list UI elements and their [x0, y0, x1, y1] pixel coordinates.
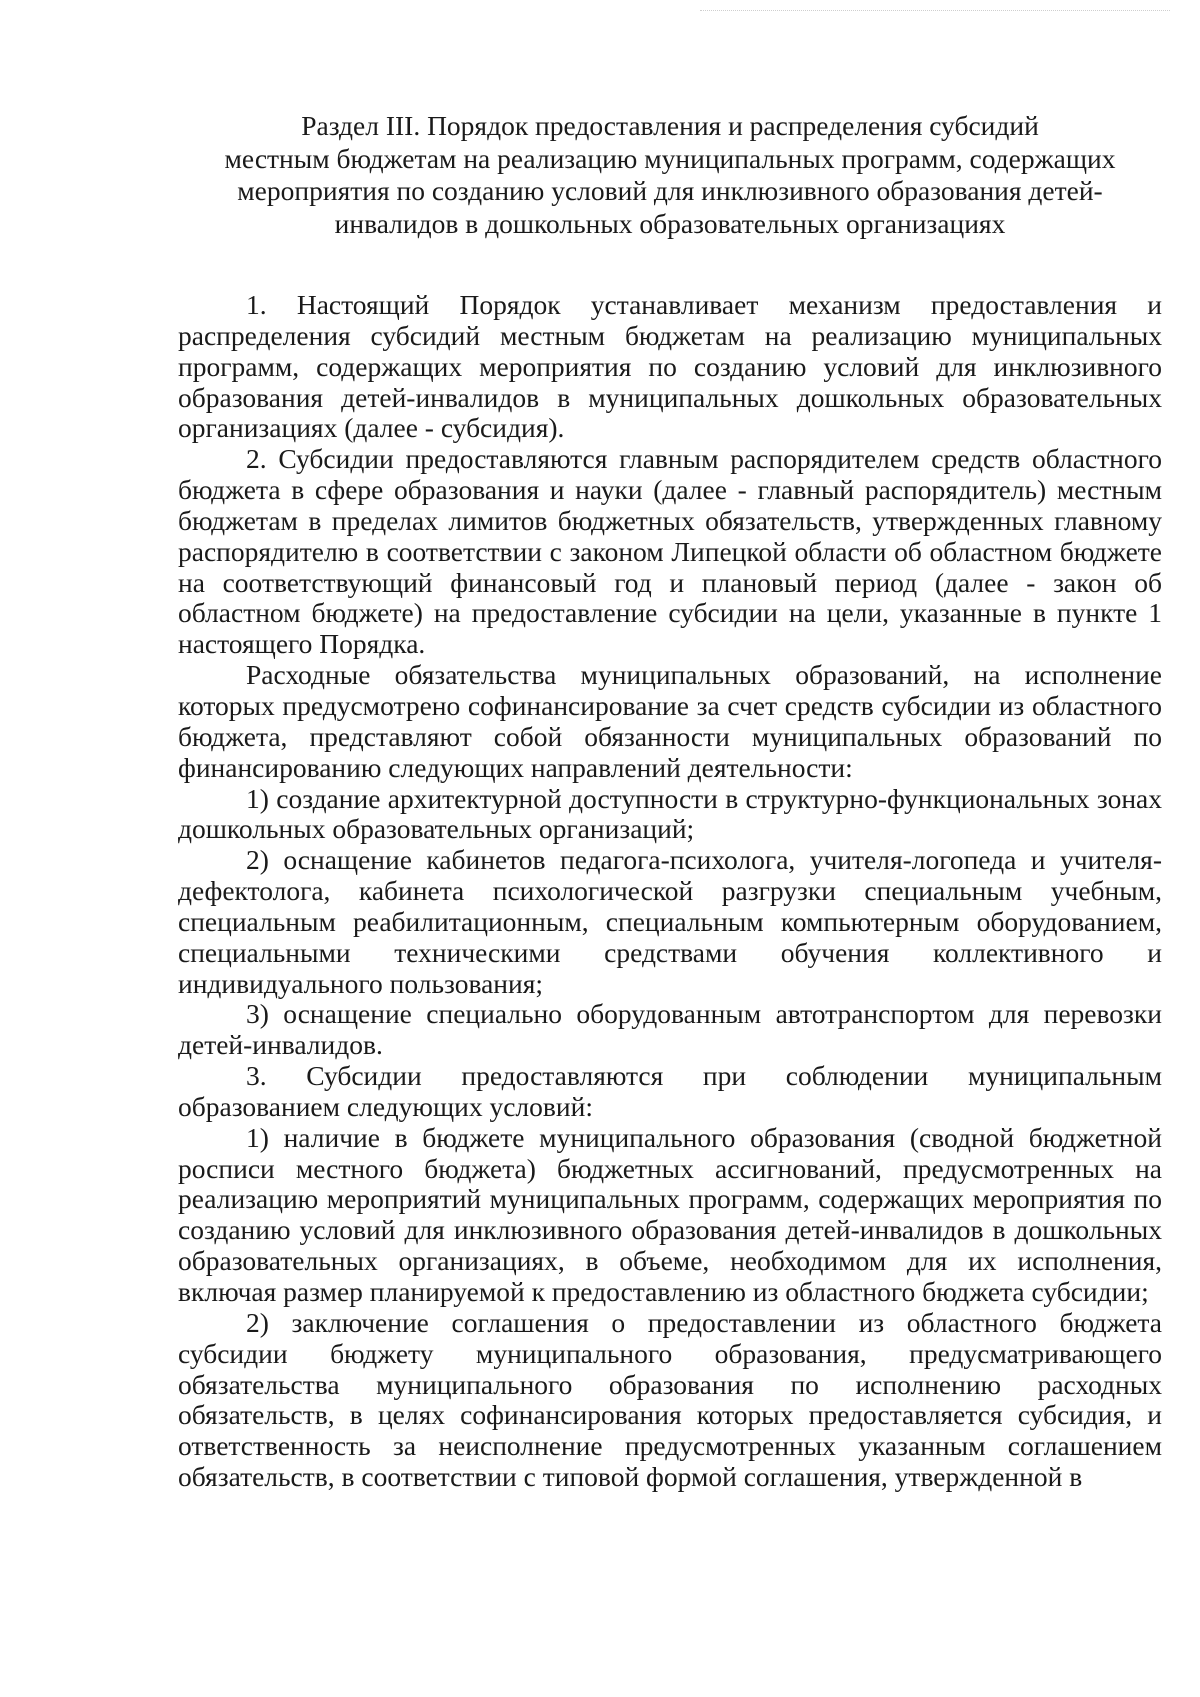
document-page — [178, 110, 1162, 1493]
paragraph-subitem-2: 2) оснащение кабинетов педагога-психолога, учителя-логопеда и учителя-дефектолога, кабинета психологической разгрузки специальным учебным, специальным реабилитационным, специальным компьютерным оборудованием, специальными техническими средствами обучения коллективного и индивидуального пользования; — [178, 844, 1162, 999]
scan-edge-artifact — [700, 10, 1170, 11]
section-title — [178, 110, 1162, 240]
paragraph-subitem-1: 1) создание архитектурной доступности в структурно-функциональных зонах дошкольных образовательных организаций; — [178, 782, 1162, 845]
paragraph-item-1: 1. Настоящий Порядок устанавливает механизм предоставления и распределения субсидий местным бюджетам на реализацию муниципальных программ, содержащих мероприятия по созданию условий для инклюзивного образования детей-инвалидов в муниципальных дошкольных образовательных организациях (далее - субсидия). — [178, 289, 1162, 444]
document-body — [178, 290, 1162, 1493]
paragraph-condition-2: 2) заключение соглашения о предоставлении из областного бюджета субсидии бюджету муниципального образования, предусматривающего обязательства муниципального образования по исполнению расходных обязательств, в целях софинансирования которых предоставляется субсидия, и ответственность за неисполнение предусмотренных указанным соглашением обязательств, в соответствии с типовой формой соглашения, утвержденной в — [178, 1306, 1162, 1493]
paragraph-item-3: 3. Субсидии предоставляются при соблюдении муниципальным образованием следующих условий: — [178, 1060, 1162, 1122]
section-title-line: мероприятия по созданию условий для инклюзивного образования детей- — [237, 175, 1103, 206]
section-title-line: инвалидов в дошкольных образовательных организациях — [334, 207, 1006, 239]
paragraph-subitem-3: 3) оснащение специально оборудованным автотранспортом для перевозки детей-инвалидов. — [178, 998, 1162, 1061]
paragraph-expense-obligations: Расходные обязательства муниципальных образований, на исполнение которых предусмотрено софинансирование за счет средств субсидии из областного бюджета, представляют собой обязанности муниципальных образований по финансированию следующих направлений деятельности: — [178, 659, 1162, 783]
section-title-line: Раздел III. Порядок предоставления и распределения субсидий — [301, 110, 1039, 141]
section-title-line: местным бюджетам на реализацию муниципальных программ, содержащих — [224, 142, 1116, 174]
paragraph-condition-1: 1) наличие в бюджете муниципального образования (сводной бюджетной росписи местного бюджета) бюджетных ассигнований, предусмотренных на реализацию мероприятий муниципальных программ, содержащих мероприятия по созданию условий для инклюзивного образования детей-инвалидов в дошкольных образовательных организациях, в объеме, необходимом для их исполнения, включая размер планируемой к предоставлению из областного бюджета субсидии; — [178, 1121, 1162, 1307]
paragraph-item-2: 2. Субсидии предоставляются главным распорядителем средств областного бюджета в сфере образования и науки (далее - главный распорядитель) местным бюджетам в пределах лимитов бюджетных обязательств, утвержденных главному распорядителю в соответствии с законом Липецкой области об областном бюджете на соответствующий финансовый год и плановый период (далее - закон об областном бюджете) на предоставление субсидии на цели, указанные в пункте 1 настоящего Порядка. — [178, 443, 1162, 660]
